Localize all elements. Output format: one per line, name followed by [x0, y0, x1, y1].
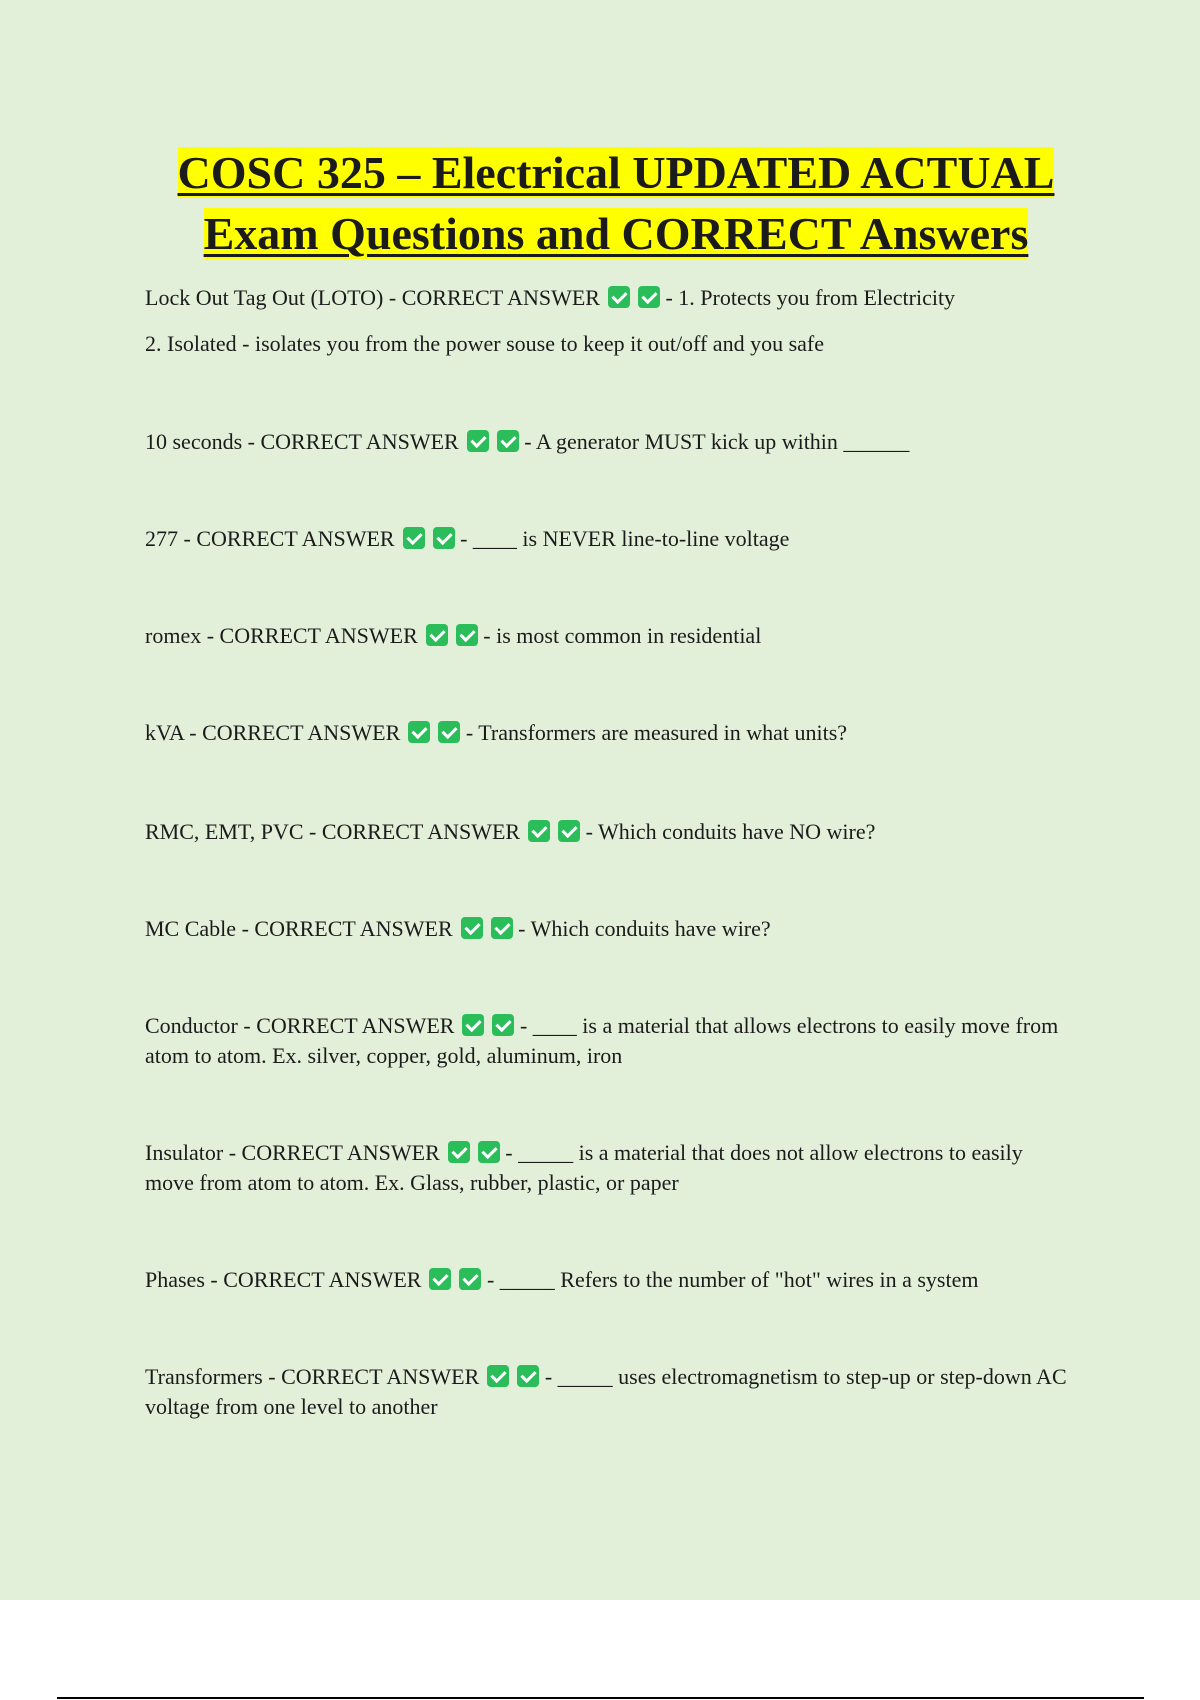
correct-answer-label: CORRECT ANSWER [321, 819, 521, 844]
correct-answer-label: CORRECT ANSWER [256, 1013, 455, 1038]
check-mark-icon [487, 1365, 509, 1387]
check-mark-icon [408, 721, 430, 743]
qa-term: 10 seconds [145, 429, 243, 454]
qa-definition: ____ is a material that allows electrons to easily move from atom to atom. Ex. silver, copper, gold, aluminum, iron [145, 1013, 1059, 1068]
qa-item-kva: kVA - CORRECT ANSWER - Transformers are measured in what units? [145, 720, 848, 745]
check-mark-icon [497, 430, 519, 452]
qa-item-rmc-emt-pvc: RMC, EMT, PVC - CORRECT ANSWER - Which conduits have NO wire? [145, 819, 876, 844]
qa-term: 277 [145, 526, 178, 551]
qa-item-10-seconds: 10 seconds - CORRECT ANSWER - A generator MUST kick up within ______ [145, 429, 910, 454]
check-mark-icon [461, 917, 483, 939]
check-mark-icon [528, 820, 550, 842]
qa-definition: _____ Refers to the number of "hot" wires in a system [499, 1267, 979, 1292]
qa-definition: Transformers are measured in what units? [478, 720, 848, 745]
qa-definition: A generator MUST kick up within ______ [535, 429, 910, 454]
correct-answer-label: CORRECT ANSWER [202, 720, 401, 745]
qa-term: romex [145, 623, 202, 648]
check-mark-icon [459, 1268, 481, 1290]
qa-definition: Which conduits have wire? [530, 916, 771, 941]
qa-item-loto: Lock Out Tag Out (LOTO) - CORRECT ANSWER - 1. Protects you from Electricity 2. Isolated - isolates you from the power souse to keep it out/off and you safe [145, 283, 1075, 359]
check-mark-icon [403, 527, 425, 549]
check-mark-icon [433, 527, 455, 549]
qa-definition: ____ is NEVER line-to-line voltage [472, 526, 790, 551]
check-mark-icon [456, 624, 478, 646]
correct-answer-label: CORRECT ANSWER [219, 623, 418, 648]
footer-divider [57, 1697, 1144, 1699]
title-line-2: Exam Questions and CORRECT Answers [203, 208, 1029, 259]
correct-answer-label: CORRECT ANSWER [260, 429, 459, 454]
check-mark-icon [638, 286, 660, 308]
qa-item-277: 277 - CORRECT ANSWER - ____ is NEVER line-to-line voltage [145, 526, 790, 551]
check-mark-icon [608, 286, 630, 308]
qa-definition: _____ uses electromagnetism to step-up or step-down AC voltage from one level to another [145, 1364, 1067, 1419]
qa-definition: 1. Protects you from Electricity [678, 285, 956, 310]
qa-item-transformers: Transformers - CORRECT ANSWER - _____ uses electromagnetism to step-up or step-down AC voltage from one level to another [145, 1364, 1067, 1419]
correct-answer-label: CORRECT ANSWER [254, 916, 453, 941]
qa-item-phases: Phases - CORRECT ANSWER - _____ Refers to the number of "hot" wires in a system [145, 1267, 979, 1292]
correct-answer-label: CORRECT ANSWER [281, 1364, 480, 1389]
qa-item-romex: romex - CORRECT ANSWER - is most common in residential [145, 623, 762, 648]
qa-term: Transformers [145, 1364, 263, 1389]
qa-term: Lock Out Tag Out (LOTO) [145, 285, 384, 310]
qa-term: kVA [145, 720, 184, 745]
check-mark-icon [491, 917, 513, 939]
check-mark-icon [448, 1141, 470, 1163]
correct-answer-label: CORRECT ANSWER [223, 1267, 422, 1292]
correct-answer-label: CORRECT ANSWER [241, 1140, 440, 1165]
qa-continuation: 2. Isolated - isolates you from the power souse to keep it out/off and you safe [145, 331, 824, 356]
check-mark-icon [462, 1014, 484, 1036]
check-mark-icon [429, 1268, 451, 1290]
check-mark-icon [492, 1014, 514, 1036]
title-line-1: COSC 325 – Electrical UPDATED ACTUAL [177, 147, 1055, 198]
document-title [120, 142, 1112, 264]
correct-answer-label: CORRECT ANSWER [196, 526, 395, 551]
qa-item-insulator: Insulator - CORRECT ANSWER - _____ is a material that does not allow electrons to easily move from atom to atom. Ex. Glass, rubber, plastic, or paper [145, 1140, 1023, 1195]
check-mark-icon [478, 1141, 500, 1163]
qa-term: RMC, EMT, PVC [145, 819, 304, 844]
check-mark-icon [438, 721, 460, 743]
qa-item-mc-cable: MC Cable - CORRECT ANSWER - Which conduits have wire? [145, 916, 771, 941]
qa-definition: is most common in residential [496, 623, 762, 648]
qa-item-conductor: Conductor - CORRECT ANSWER - ____ is a material that allows electrons to easily move from atom to atom. Ex. silver, copper, gold, aluminum, iron [145, 1013, 1059, 1068]
qa-term: Conductor [145, 1013, 238, 1038]
qa-term: Insulator [145, 1140, 224, 1165]
correct-answer-label: CORRECT ANSWER [401, 285, 600, 310]
qa-definition: Which conduits have NO wire? [598, 819, 876, 844]
check-mark-icon [467, 430, 489, 452]
qa-term: Phases [145, 1267, 205, 1292]
check-mark-icon [426, 624, 448, 646]
qa-definition: _____ is a material that does not allow electrons to easily move from atom to atom. Ex. Glass, rubber, plastic, or paper [145, 1140, 1023, 1195]
check-mark-icon [517, 1365, 539, 1387]
check-mark-icon [558, 820, 580, 842]
qa-term: MC Cable [145, 916, 237, 941]
